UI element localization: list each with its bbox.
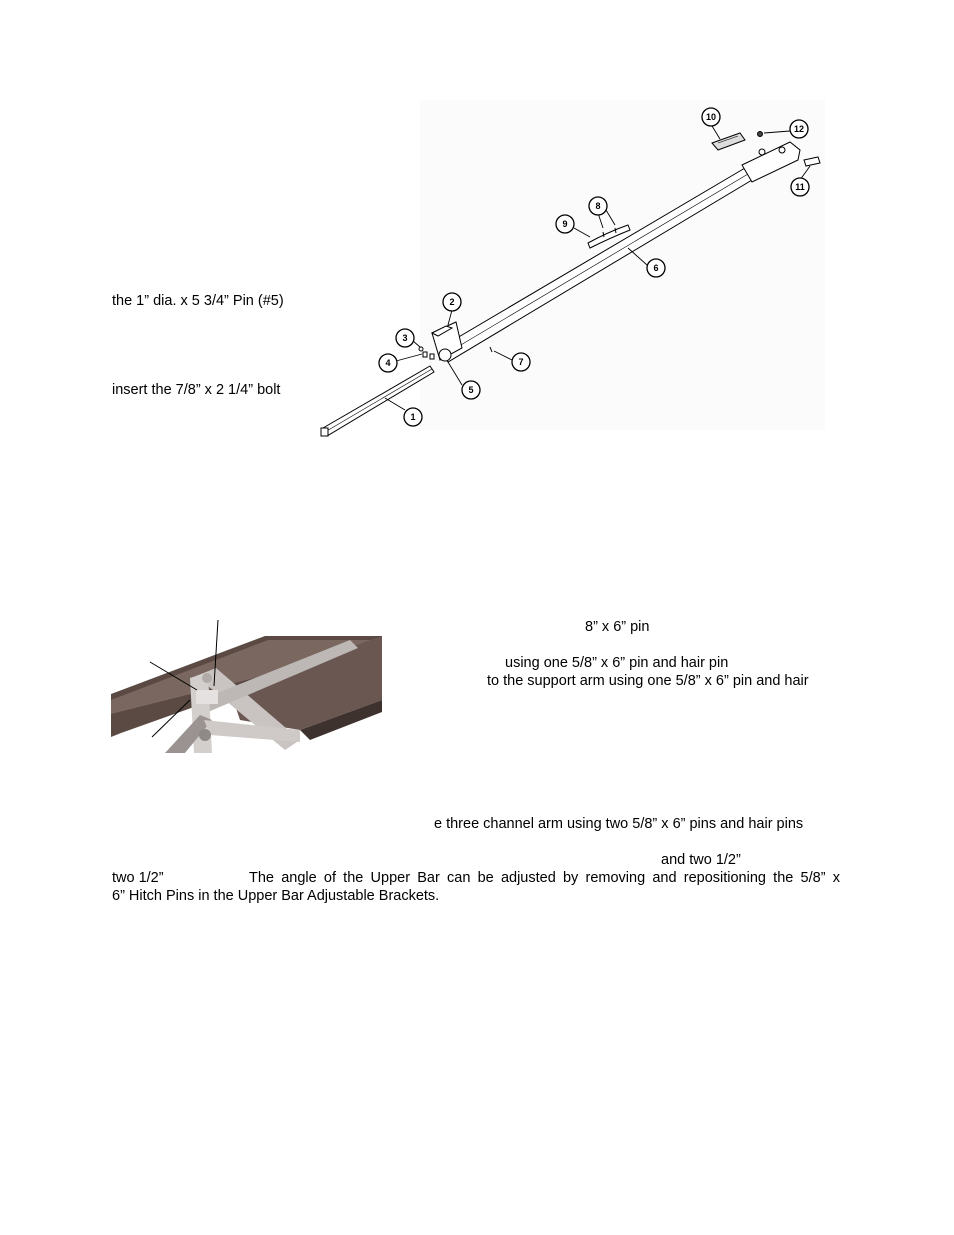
two-half-inch-text: two 1/2” bbox=[112, 870, 164, 886]
svg-text:1: 1 bbox=[410, 412, 416, 422]
svg-text:11: 11 bbox=[795, 182, 805, 192]
support-arm-text: to the support arm using one 5/8” x 6” pin and hair bbox=[487, 673, 809, 689]
svg-text:6: 6 bbox=[653, 263, 659, 273]
pin-spec-text: 8” x 6” pin bbox=[585, 619, 650, 635]
pin-label: the 1” dia. x 5 3/4” Pin (#5) bbox=[112, 293, 284, 309]
upper-bar-angle-text: The angle of the Upper Bar can be adjusted by removing and repositioning the 5/8” x bbox=[249, 870, 840, 886]
channel-arm-text: e three channel arm using two 5/8” x 6” pins and hair pins bbox=[434, 816, 804, 832]
hair-pin-text: using one 5/8” x 6” pin and hair pin bbox=[505, 655, 729, 671]
svg-text:10: 10 bbox=[705, 112, 717, 122]
half-inch-text: and two 1/2” bbox=[661, 852, 741, 868]
svg-text:12: 12 bbox=[793, 124, 805, 134]
svg-text:8: 8 bbox=[595, 201, 601, 211]
hitch-pins-text: 6” Hitch Pins in the Upper Bar Adjustable Brackets. bbox=[112, 888, 440, 904]
svg-text:9: 9 bbox=[562, 219, 568, 229]
svg-text:4: 4 bbox=[385, 358, 391, 368]
svg-text:2: 2 bbox=[449, 297, 455, 307]
bolt-label: insert the 7/8” x 2 1/4” bolt bbox=[112, 382, 281, 398]
svg-text:5: 5 bbox=[468, 385, 474, 395]
svg-text:3: 3 bbox=[402, 333, 408, 343]
svg-text:7: 7 bbox=[518, 357, 524, 367]
